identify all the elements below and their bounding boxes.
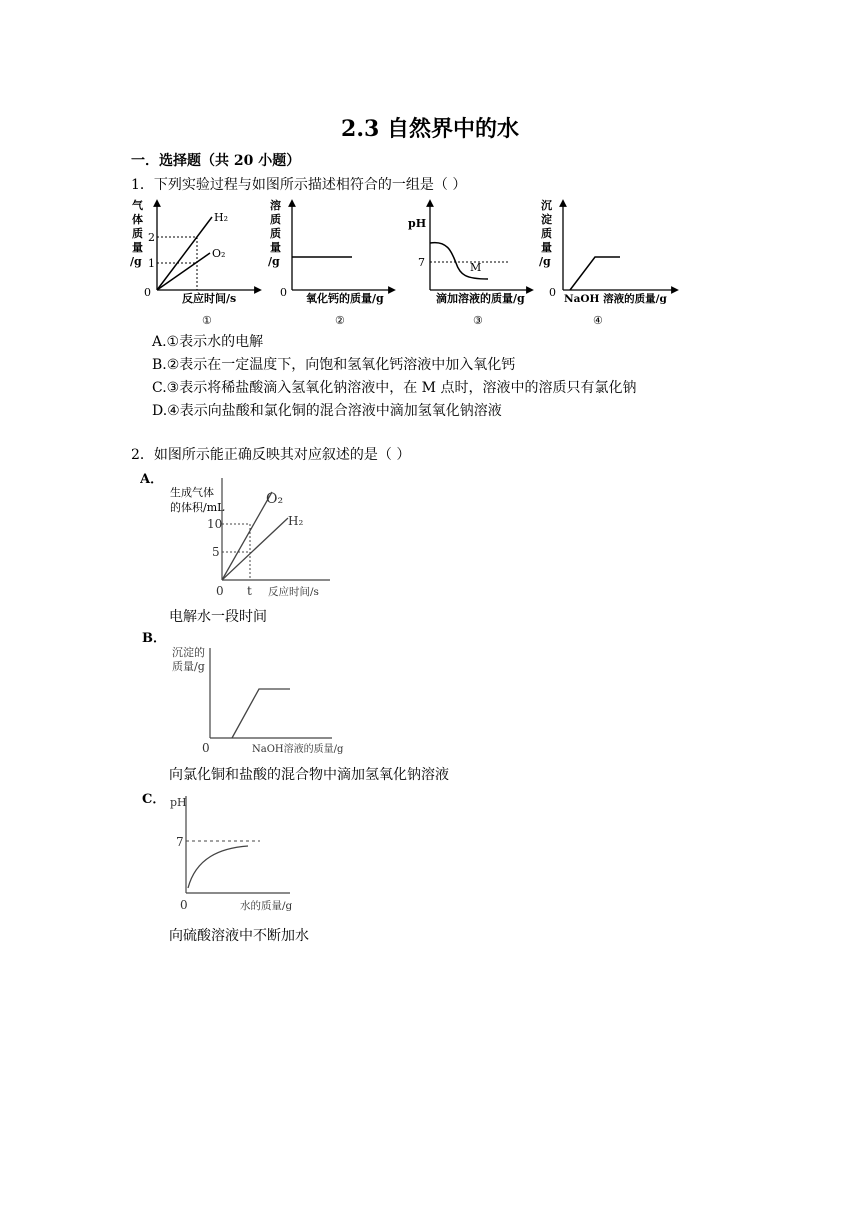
g1-ylabel-3: 质	[132, 227, 143, 240]
q2a-caption: 电解水一段时间	[169, 609, 267, 625]
g1-ylabel-4: 量	[132, 241, 143, 254]
q2c-ylabel: pH	[170, 796, 187, 809]
g2-ylabel-4: 量	[270, 241, 281, 254]
q2b-ylabel-2: 质量/g	[172, 660, 205, 673]
g1-tick-2: 2	[148, 231, 155, 244]
q2a-xlabel: 反应时间/s	[268, 586, 319, 598]
g1-xlabel: 反应时间/s	[182, 292, 237, 305]
g1-label-o2: O₂	[212, 247, 226, 260]
q2-graph-a	[140, 470, 340, 605]
q2c-xlabel: 水的质量/g	[240, 900, 293, 912]
g1-series-h2	[157, 217, 212, 290]
q2a-tick-5: 5	[212, 545, 220, 559]
g2-origin: 0	[280, 286, 287, 299]
graph-4	[539, 198, 675, 327]
q2a-ylabel-1: 生成气体	[170, 486, 214, 499]
g2-ylabel-2: 质	[270, 213, 281, 226]
g2-ylabel-3: 质	[270, 227, 281, 240]
g3-ylabel: pH	[408, 217, 427, 230]
q2c-caption: 向硫酸溶液中不断加水	[169, 928, 309, 944]
question-2: 2．如图所示能正确反映其对应叙述的是（ ）	[131, 447, 411, 463]
g1-label-h2: H₂	[214, 211, 229, 224]
question-1-figures	[130, 195, 690, 330]
q2a-letter: A．	[140, 472, 164, 487]
question-1: 1．下列实验过程与如图所示描述相符合的一组是（ ）	[131, 177, 467, 193]
q2a-origin: 0	[216, 584, 224, 598]
q2a-tick-10: 10	[207, 517, 223, 531]
g1-series-o2	[157, 253, 210, 290]
q2-graph-c	[140, 788, 340, 918]
g4-series	[570, 257, 620, 290]
q1-option-b: B.②表示在一定温度下，向饱和氢氧化钙溶液中加入氧化钙	[152, 357, 516, 373]
q1-option-a: A.①表示水的电解	[152, 334, 264, 350]
q1-option-d: D.④表示向盐酸和氯化铜的混合溶液中滴加氢氧化钠溶液	[152, 403, 502, 419]
q2a-label-o2: O₂	[266, 491, 284, 507]
graph-1	[130, 198, 258, 327]
g2-ylabel-1: 溶	[270, 199, 281, 212]
q2c-series	[188, 846, 248, 888]
q2b-xlabel: NaOH溶液的质量/g	[252, 744, 344, 755]
g3-xlabel: 滴加溶液的质量/g	[436, 292, 525, 305]
q2b-letter: B．	[142, 631, 166, 646]
g3-number: ③	[473, 314, 483, 327]
graph-2	[268, 198, 392, 327]
page-title: 2.3 自然界中的水	[341, 116, 519, 142]
g2-ylabel-5: /g	[268, 255, 280, 268]
g4-ylabel-5: /g	[539, 255, 551, 268]
g1-origin: 0	[144, 286, 151, 299]
g2-xlabel: 氧化钙的质量/g	[306, 292, 384, 305]
g4-origin: 0	[549, 286, 556, 299]
q2-graph-b	[140, 628, 360, 758]
g4-ylabel-2: 淀	[541, 213, 552, 226]
q2b-series	[232, 689, 290, 738]
g4-ylabel-4: 量	[541, 241, 552, 254]
section-heading: 一．选择题（共 20 小题）	[131, 153, 301, 169]
g4-xlabel: NaOH 溶液的质量/g	[564, 293, 667, 305]
q2c-origin: 0	[180, 898, 188, 912]
g1-tick-1: 1	[148, 257, 155, 270]
q2b-ylabel-1: 沉淀的	[172, 646, 205, 659]
graph-3	[408, 203, 530, 327]
q2b-caption: 向氯化铜和盐酸的混合物中滴加氢氧化钠溶液	[169, 767, 449, 783]
g2-number: ②	[335, 314, 345, 327]
g4-number: ④	[593, 314, 603, 327]
q2c-tick-7: 7	[176, 835, 184, 849]
g3-point-m: M	[470, 261, 482, 274]
q2c-letter: C．	[142, 792, 166, 807]
q2a-tick-t: t	[247, 584, 252, 598]
q2a-series-o2	[222, 492, 272, 580]
g1-ylabel-1: 气	[132, 199, 143, 212]
g1-ylabel-2: 体	[132, 213, 143, 226]
q2a-ylabel-2: 的体积/mL	[170, 501, 225, 514]
q1-option-c: C.③表示将稀盐酸滴入氢氧化钠溶液中，在 M 点时，溶液中的溶质只有氯化钠	[152, 380, 637, 396]
q2b-origin: 0	[202, 741, 210, 755]
g1-ylabel-5: /g	[130, 255, 142, 268]
q2a-series-h2	[222, 518, 288, 580]
g1-number: ①	[202, 314, 212, 327]
q2a-label-h2: H₂	[288, 514, 304, 528]
g4-ylabel-3: 质	[541, 227, 552, 240]
g4-ylabel-1: 沉	[541, 199, 552, 212]
g3-tick-7: 7	[418, 256, 425, 269]
